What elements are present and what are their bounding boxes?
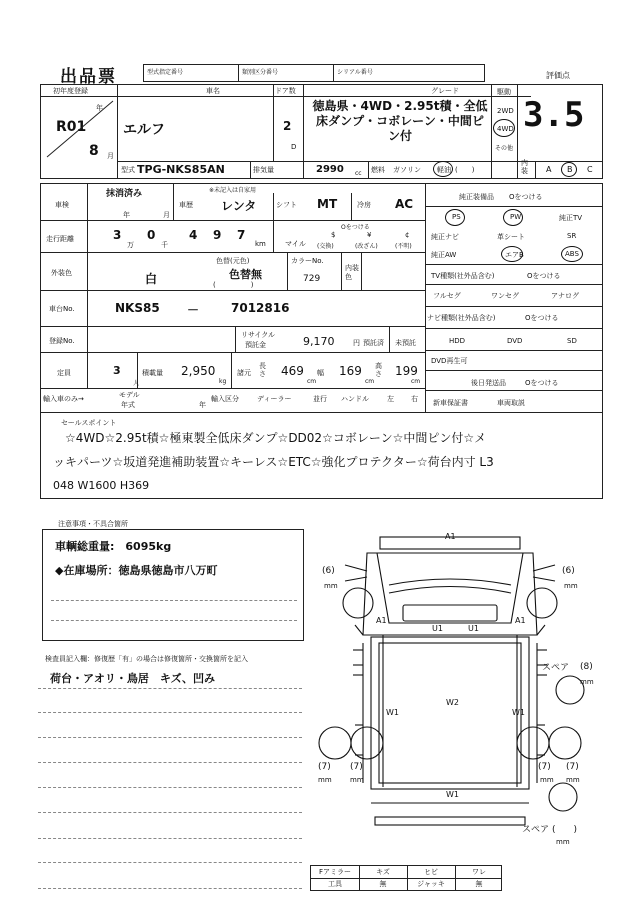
color-paren: ( ) <box>213 281 254 289</box>
interior-a: A <box>546 165 552 174</box>
import-cat-label: 輸入区分 <box>211 395 239 403</box>
tire-fr-number: 6 <box>565 566 572 576</box>
height-value: 199 <box>395 364 418 378</box>
tire-fl-unit: mm <box>324 582 338 590</box>
mileage-km-unit: km <box>255 240 266 248</box>
cooling-value: AC <box>395 197 414 211</box>
model-year-label1: モデル <box>119 391 140 399</box>
mileage-digit-3: 4 <box>189 228 198 242</box>
color-orig-value: 色替無 <box>229 268 262 281</box>
load-unit: kg <box>219 378 227 385</box>
equip-navi: 純正ナビ <box>431 233 459 241</box>
rating-label: 評価点 <box>546 71 570 80</box>
load-value: 2,950 <box>181 364 216 378</box>
equip-aw: 純正AW <box>431 251 457 259</box>
color-code-label: カラーNo. <box>291 257 324 265</box>
width-label: 幅 <box>317 369 324 377</box>
chassis-prefix: NKS85 <box>115 301 160 315</box>
history-label: 車歴 <box>179 201 193 209</box>
mileage-digit-5: 7 <box>237 228 246 242</box>
tire-fr-unit: mm <box>564 582 578 590</box>
interior-c: C <box>587 165 593 174</box>
color-orig-label: 色替(元色) <box>216 257 250 265</box>
spare2-value: ( ) <box>552 825 578 835</box>
displacement-label: 排気量 <box>253 166 274 174</box>
tv-analog: アナログ <box>551 292 579 300</box>
tv-one: ワンセグ <box>491 292 519 300</box>
after-title: 後日発送品 <box>471 379 506 387</box>
tire-fl-number: 6 <box>325 566 332 576</box>
tire-rr-in-unit: mm <box>540 776 554 784</box>
cc-unit: cc <box>355 170 362 177</box>
first-reg-month: 8 <box>89 143 99 159</box>
legend-h4: ワレ <box>472 868 486 876</box>
year-unit: 年 <box>96 104 103 112</box>
equip-aircon-circle <box>501 246 523 262</box>
capacity-value: 3 <box>113 364 121 377</box>
equip-ps: PS <box>452 213 461 221</box>
spare-label: スペア <box>542 663 570 673</box>
mileage-label: 走行距離 <box>46 235 74 243</box>
tv-type-note: Oをつける <box>527 272 561 280</box>
spare2-label: スペア <box>522 825 550 835</box>
navi-type-title: ナビ種類(社外品含む) <box>427 314 496 322</box>
notes-line-2: ◆在庫場所：徳島県徳島市八万町 <box>55 564 218 577</box>
recycle-amount: 9,170 <box>303 335 335 348</box>
door-unit: D <box>291 143 297 151</box>
mileage-opt2b: (改ざん) <box>355 243 378 250</box>
legend-r3: ジャッキ <box>417 880 445 888</box>
equip-aircon: エアB <box>505 251 524 259</box>
equip-leather: 革シート <box>497 233 525 241</box>
equip-sr: SR <box>567 232 577 240</box>
fuel-label: 燃料 <box>371 166 385 174</box>
tire-rr-out-value: (7) <box>566 762 579 772</box>
length-label: 長さ <box>259 362 266 378</box>
capacity-unit: 人 <box>133 380 140 387</box>
legend-h2: キズ <box>376 868 390 876</box>
tv-full: フルセグ <box>433 292 461 300</box>
sales-line-3: 048 W1600 H369 <box>53 479 150 492</box>
equipment-note: Oをつける <box>509 193 543 201</box>
equip-pw: PW <box>510 213 522 221</box>
cooling-label: 冷房 <box>357 201 371 209</box>
drive-label: 駆動 <box>497 88 511 96</box>
fuel-diesel-circle <box>433 161 453 177</box>
spare2-unit: mm <box>556 838 570 846</box>
inspection-month: 月 <box>163 211 170 219</box>
tire-rr-in-number: 7 <box>541 762 548 772</box>
class-label: 類別区分番号 <box>242 69 279 76</box>
mileage-opt1: $ <box>331 231 336 239</box>
mileage-sen-unit: 千 <box>161 241 168 249</box>
diag-w2: W2 <box>446 698 459 707</box>
header-codes <box>143 64 485 82</box>
equip-tv: 純正TV <box>559 214 583 222</box>
tire-rl-out-value: (7) <box>318 762 331 772</box>
grade-value: 徳島県・4WD・2.95t積・全低床ダンプ・コボレーン・中間ピン付 <box>312 99 488 143</box>
inspection-value: 抹消済み <box>106 189 143 199</box>
spec-block <box>40 183 603 413</box>
door-count: 2 <box>283 119 292 133</box>
interior-label: 内装 <box>521 159 528 175</box>
legend-r4: 無 <box>475 880 483 888</box>
after-warranty: 新車保証書 <box>433 399 468 407</box>
tv-type-title: TV種類(社外品含む) <box>431 272 495 280</box>
import-parallel: 並行 <box>313 395 327 403</box>
color-value: 白 <box>145 272 158 286</box>
navi-hdd: HDD <box>449 337 466 345</box>
equip-ps-circle <box>445 209 465 226</box>
mileage-digit-4: 9 <box>213 228 222 242</box>
registration-label: 登録No. <box>49 337 75 345</box>
equipment-title: 純正装備品 <box>459 193 494 201</box>
navi-sd: SD <box>567 337 577 345</box>
diag-a1-top: A1 <box>445 532 456 541</box>
type-cert-label: 型式指定番号 <box>147 69 184 76</box>
length-value: 469 <box>281 364 304 378</box>
car-name-label: 車名 <box>206 87 220 95</box>
truck-diagram <box>305 525 605 855</box>
first-reg-label: 初年度登録 <box>53 87 88 95</box>
mile-label: マイル <box>285 240 306 248</box>
handle-left: 左 <box>387 395 394 403</box>
recycle-label1: リサイクル <box>241 331 276 339</box>
notes-line-1: 車輌総重量: 6095kg <box>55 540 172 553</box>
mileage-digits <box>105 224 275 250</box>
shift-value: MT <box>317 197 338 211</box>
inspection-year: 年 <box>123 211 130 219</box>
fuel-diesel: 軽油 <box>437 166 451 174</box>
inspector-line-1: 荷台・アオリ・鳥居 キズ、凹み <box>50 672 215 685</box>
tire-rl-out-number: 7 <box>321 762 328 772</box>
tire-rl-in-unit: mm <box>350 776 364 784</box>
inspection-label: 車検 <box>55 201 69 209</box>
diag-a1-right: A1 <box>515 616 526 625</box>
notes-label: 注意事項・不具合箇所 <box>58 520 128 528</box>
handle-label: ハンドル <box>341 395 369 403</box>
tire-rr-out-unit: mm <box>566 776 580 784</box>
drive-2wd: 2WD <box>497 107 514 115</box>
recycle-yen: 円 <box>353 339 360 347</box>
tire-rl-out-unit: mm <box>318 776 332 784</box>
tire-rl-in-number: 7 <box>353 762 360 772</box>
sales-line-2: ッキパーツ☆坂道発進補助装置☆キーレス☆ETC☆強化プロテクター☆荷台内寸 L3 <box>53 455 494 469</box>
import-label: 輸入車のみ→ <box>43 395 84 403</box>
displacement-value: 2990 <box>316 164 344 175</box>
dims-label: 諸元 <box>237 369 251 377</box>
dvd-player: DVD再生可 <box>431 357 468 365</box>
drive-4wd: 4WD <box>497 125 514 133</box>
diag-w1-right: W1 <box>512 708 525 717</box>
serial-label: シリアル番号 <box>337 69 373 76</box>
recycle-not-deposited: 未預託 <box>395 339 416 347</box>
door-label: ドア数 <box>275 87 296 95</box>
fuel-other: ( ) <box>455 166 475 174</box>
diag-u1-right: U1 <box>468 624 479 633</box>
shift-label: シフト <box>276 201 297 209</box>
height-label: 高さ <box>375 362 382 378</box>
history-note: ※未記入は自家用 <box>209 187 257 194</box>
diag-w1-bottom: W1 <box>446 790 459 799</box>
sales-point-block <box>40 413 603 499</box>
interior-b-circle <box>561 162 577 177</box>
sales-line-1: ☆4WD☆2.95t積☆極東製全低床ダンプ☆DD02☆コボレーン☆中間ピン付☆メ <box>65 431 487 445</box>
model-year-label2: 年式 <box>121 401 135 409</box>
int-color-label: 内装色 <box>345 264 359 281</box>
legend-r2: 無 <box>379 880 387 888</box>
width-unit: cm <box>365 378 375 385</box>
diag-w1-left: W1 <box>386 708 399 717</box>
equip-abs: ABS <box>565 250 579 258</box>
model-label: 型式 <box>121 166 135 174</box>
handle-right: 右 <box>411 395 418 403</box>
page-title: 出品票 <box>60 67 117 87</box>
recycle-label2: 預託金 <box>245 341 266 349</box>
car-name: エルフ <box>123 122 165 138</box>
mileage-opt3b: (不明) <box>395 243 412 250</box>
tire-fr-value: (6) <box>562 566 575 576</box>
tire-rr-out-number: 7 <box>569 762 576 772</box>
mileage-digit-2: 0 <box>147 228 156 242</box>
year-divider-line <box>43 97 117 161</box>
vehicle-info-block <box>40 84 603 179</box>
month-unit: 月 <box>107 152 114 160</box>
after-note: Oをつける <box>525 379 559 387</box>
legend-table <box>310 865 502 891</box>
chassis-number: 7012816 <box>231 301 290 315</box>
rating-value: 3.5 <box>523 95 585 135</box>
notes-box <box>42 529 304 641</box>
diag-a1-left: A1 <box>376 616 387 625</box>
navi-type-note: Oをつける <box>525 314 559 322</box>
equip-pw-circle <box>503 209 523 226</box>
import-year-unit: 年 <box>199 401 206 409</box>
load-label: 積載量 <box>142 369 163 377</box>
sales-label: セールスポイント <box>61 419 117 427</box>
chassis-label: 車台No. <box>49 305 75 313</box>
capacity-label: 定員 <box>57 369 71 377</box>
tire-rl-in-value: (7) <box>350 762 363 772</box>
spare-value: (8) <box>580 662 593 672</box>
recycle-deposited: 預託済 <box>363 339 384 347</box>
import-dealer: ディーラー <box>257 395 292 403</box>
mileage-man-unit: 万 <box>127 241 134 249</box>
drive-4wd-circle <box>493 119 515 137</box>
after-manual: 車両取説 <box>497 399 525 407</box>
legend-r1: 工具 <box>328 880 342 888</box>
mileage-opt2: ¥ <box>367 231 372 239</box>
navi-dvd: DVD <box>507 337 523 345</box>
tire-fl-value: (6) <box>322 566 335 576</box>
color-code: 729 <box>303 274 321 284</box>
diag-u1-left: U1 <box>432 624 443 633</box>
history-value: レンタ <box>221 199 257 213</box>
color-label: 外装色 <box>51 269 72 277</box>
spare-number: 8 <box>583 662 590 672</box>
drive-other: その他 <box>495 145 514 152</box>
legend-h3: ヒビ <box>424 868 438 876</box>
interior-b: B <box>567 165 573 174</box>
length-unit: cm <box>307 378 317 385</box>
model-code: TPG-NKS85AN <box>137 163 225 176</box>
first-reg-year: R01 <box>56 119 87 135</box>
width-value: 169 <box>339 364 362 378</box>
mileage-digit-1: 3 <box>113 228 122 242</box>
height-unit: cm <box>411 378 421 385</box>
grade-label: グレード <box>431 87 459 95</box>
fuel-gasoline: ガソリン <box>393 166 421 174</box>
spare-unit: mm <box>580 678 594 686</box>
inspector-label: 検査員記入欄：修復歴「有」の場合は修復箇所・交換箇所を記入 <box>45 655 248 663</box>
legend-h1: Fアミラー <box>318 868 352 876</box>
mileage-circle-note: Oをつける <box>341 224 370 231</box>
mileage-opt1b: (交換) <box>317 243 334 250</box>
equip-abs-circle <box>561 246 583 262</box>
tire-rr-in-value: (7) <box>538 762 551 772</box>
chassis-dash: － <box>187 303 200 317</box>
mileage-opt3: ¢ <box>405 231 410 239</box>
